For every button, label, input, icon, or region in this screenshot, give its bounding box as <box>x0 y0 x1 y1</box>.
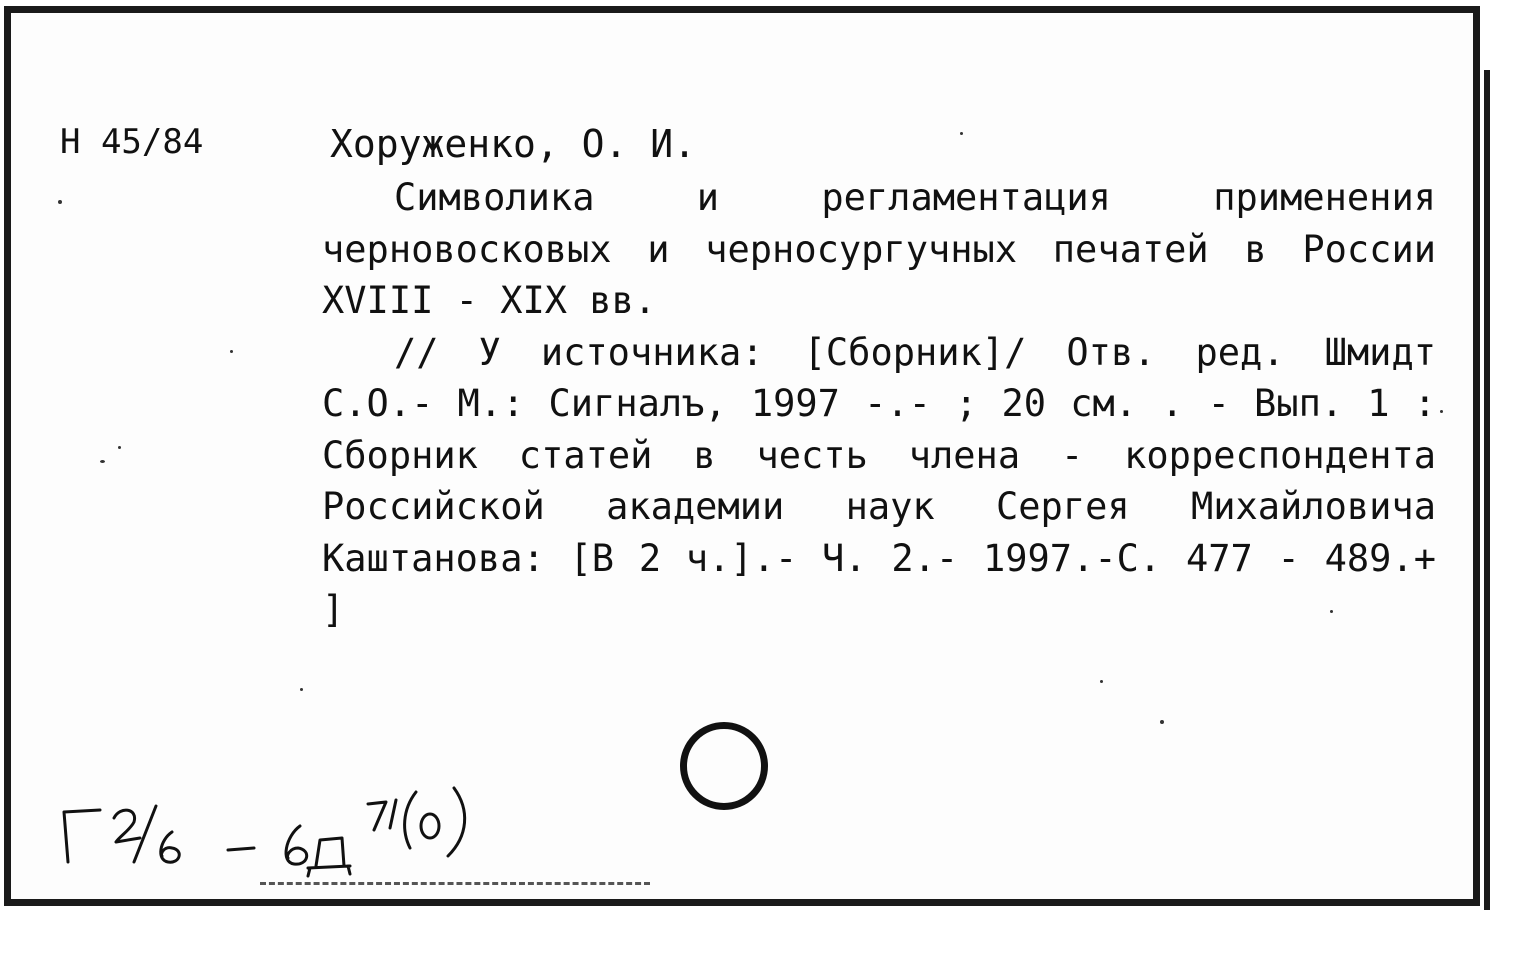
scan-speck <box>1330 610 1333 613</box>
title-paragraph: Символика и регламентация применения черновосковых и черносургучных печатей в России XVIII - XIX вв. <box>322 176 1436 322</box>
author-heading: Хоруженко, О. И. <box>330 122 697 166</box>
shelfmark: Н 45/84 <box>60 122 204 162</box>
scan-speck <box>300 688 303 691</box>
scan-speck <box>118 446 121 449</box>
scan-speck <box>230 350 233 353</box>
scan-speck <box>1160 720 1164 724</box>
card-edge-shadow <box>1484 70 1490 910</box>
scan-speck <box>100 460 105 463</box>
handwritten-note <box>50 770 520 880</box>
bottom-dashed-line <box>260 882 650 885</box>
scan-speck <box>1440 410 1443 413</box>
scan-speck <box>58 200 62 204</box>
punch-hole <box>680 722 768 810</box>
scan-speck <box>960 132 963 135</box>
source-paragraph: // У источника: [Сборник]/ Отв. ред. Шмидт С.О.- М.: Сигналъ, 1997 -.- ; 20 см. . - Вып. 1 : Сборник статей в честь члена - корреспондента Российской академии наук Сергея Михайловича Каштанова: [В 2 ч.].- Ч. 2.- 1997.-С. 477 - 489.+ ] <box>322 330 1436 631</box>
scan-speck <box>1100 680 1103 683</box>
bibliographic-description <box>322 172 1436 636</box>
